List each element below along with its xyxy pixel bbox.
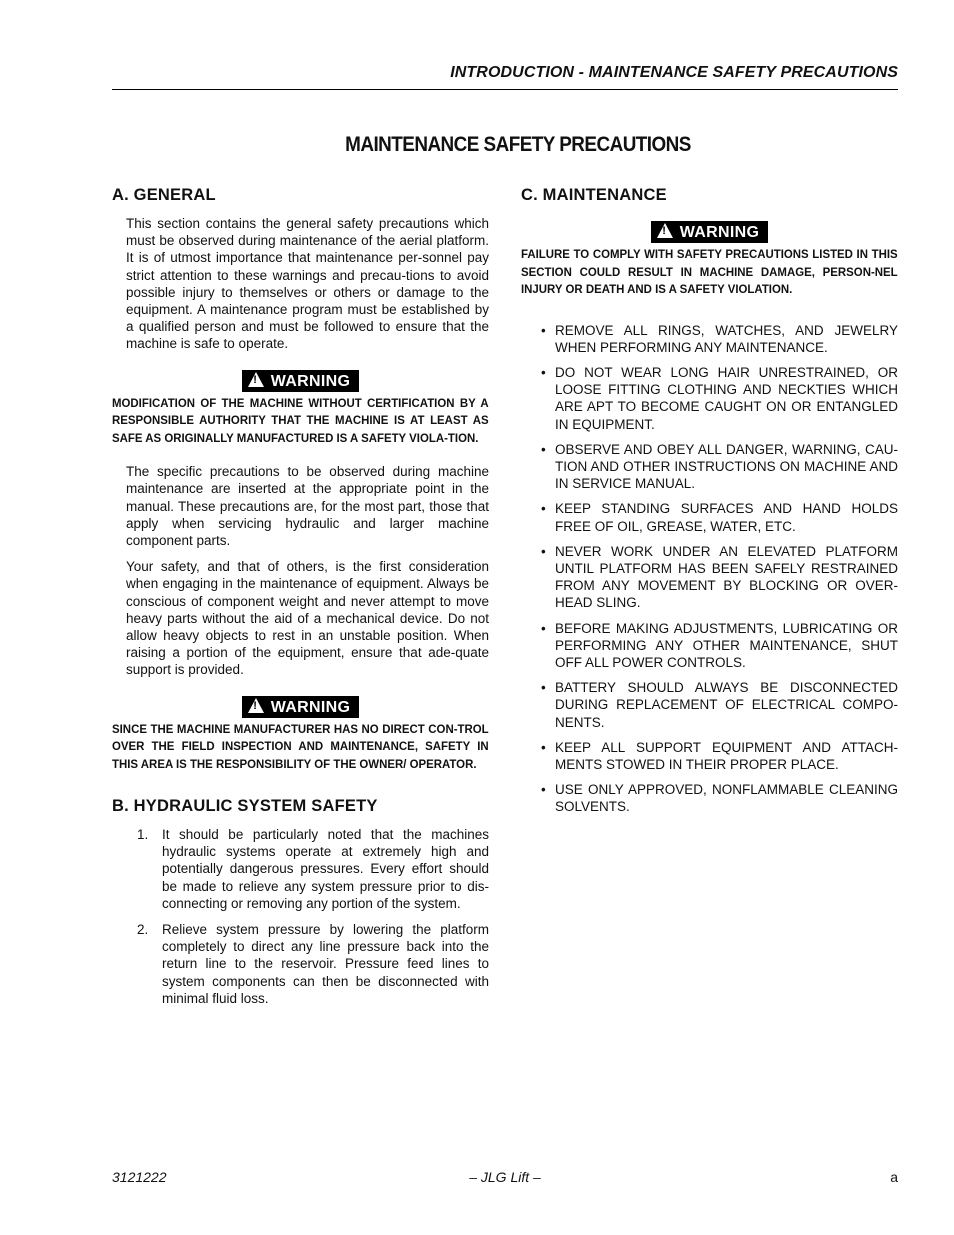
footer-center-text: – JLG Lift – <box>469 1169 541 1185</box>
list-item-text: It should be particularly noted that the machines hydraulic systems operate at extremely high and potentially dangerous pressures. Every effort should be made to relieve any system pressure prior to dis-connecting or removing any portion of the system. <box>162 827 489 911</box>
section-a-paragraph-3: Your safety, and that of others, is the first consideration when engaging in the maintenance of equipment. Always be conscious of component weight and never attempt to move heavy parts without the aid of a mechanical device. Do not allow heavy objects to rest in an unstable position. When raising a portion of the equipment, ensure that ade-quate support is provided. <box>126 559 489 678</box>
bullet-text: REMOVE ALL RINGS, WATCHES, AND JEWELRY WHEN PERFORMING ANY MAINTENANCE. <box>555 322 898 355</box>
bullet-text: BATTERY SHOULD ALWAYS BE DISCONNECTED DURING REPLACEMENT OF ELECTRICAL COMPO-NENTS. <box>555 680 898 730</box>
bullet-icon: • <box>541 441 546 457</box>
section-a-paragraph-1: This section contains the general safety precautions which must be observed during maintenance of the aerial platform. It is of utmost importance that maintenance per-sonnel pay strict attention to these warnings and precau-tions to avoid possible injury to themselves or others or damage to the equipment. A maintenance program must be established by a qualified person and must be followed to ensure that the machine is safe to operate. <box>126 216 489 352</box>
warning-triangle-icon <box>657 223 673 238</box>
left-column <box>112 186 489 1007</box>
warning-triangle-icon <box>248 372 264 387</box>
section-a-heading: A. GENERAL <box>112 186 216 204</box>
bullet-icon: • <box>541 501 546 517</box>
footer-doc-number: 3121222 <box>112 1169 167 1185</box>
bullet-text: OBSERVE AND OBEY ALL DANGER, WARNING, CAU-TION AND OTHER INSTRUCTIONS ON MACHINE AND IN SERVICE MANUAL. <box>555 441 898 492</box>
list-item <box>521 322 898 356</box>
warning-label: WARNING <box>270 372 351 390</box>
list-item <box>521 364 898 433</box>
list-item-number: 1. <box>137 827 149 843</box>
list-item <box>521 781 898 815</box>
bullet-text: BEFORE MAKING ADJUSTMENTS, LUBRICATING OR PERFORMING ANY OTHER MAINTENANCE, SHUT OFF ALL POWER CONTROLS. <box>555 620 898 670</box>
warning-label: WARNING <box>679 224 760 241</box>
bullet-icon: • <box>541 782 546 798</box>
header-rule <box>112 89 898 90</box>
list-item <box>521 620 898 672</box>
warning-banner-2 <box>112 696 489 718</box>
warning-banner-3 <box>521 221 898 243</box>
bullet-text: DO NOT WEAR LONG HAIR UNRESTRAINED, OR LOOSE FITTING CLOTHING AND NECKTIES WHICH ARE APT TO BECOME CAUGHT ON OR ENTANGLED IN EQUIPMENT. <box>555 364 898 432</box>
page-title: MAINTENANCE SAFETY PRECAUTIONS <box>345 133 691 156</box>
list-item <box>521 739 898 773</box>
bullet-icon: • <box>541 322 546 338</box>
hydraulic-safety-list <box>112 826 489 1007</box>
section-b-heading: B. HYDRAULIC SYSTEM SAFETY <box>112 797 378 816</box>
running-header: INTRODUCTION - MAINTENANCE SAFETY PRECAUTIONS <box>450 64 898 81</box>
bullet-text: KEEP ALL SUPPORT EQUIPMENT AND ATTACH-MENTS STOWED IN THEIR PROPER PLACE. <box>555 739 898 772</box>
bullet-text: NEVER WORK UNDER AN ELEVATED PLATFORM UNTIL PLATFORM HAS BEEN SAFELY RESTRAINED FROM ANY MOVEMENT BY BLOCKING OR OVER-HEAD SLING. <box>555 543 898 611</box>
bullet-icon: • <box>541 680 546 696</box>
list-item-number: 2. <box>137 922 149 938</box>
warning-1-text: MODIFICATION OF THE MACHINE WITHOUT CERTIFICATION BY A RESPONSIBLE AUTHORITY THAT THE MACHINE IS AT LEAST AS SAFE AS ORIGINALLY MANUFACTURED IS A SAFETY VIOLA-TION. <box>112 395 489 445</box>
warning-2-text: SINCE THE MACHINE MANUFACTURER HAS NO DIRECT CON-TROL OVER THE FIELD INSPECTION AND MAINTENANCE, SAFETY IN THIS AREA IS THE RESPONSIBILITY OF THE OWNER/ OPERATOR. <box>112 721 489 771</box>
right-column <box>521 186 898 816</box>
bullet-icon: • <box>541 364 546 380</box>
warning-label: WARNING <box>270 698 351 716</box>
warning-3-text: FAILURE TO COMPLY WITH SAFETY PRECAUTIONS LISTED IN THIS SECTION COULD RESULT IN MACHINE DAMAGE, PERSON-NEL INJURY OR DEATH AND IS A SAFETY VIOLATION. <box>521 247 898 296</box>
bullet-icon: • <box>541 739 546 755</box>
bullet-text: USE ONLY APPROVED, NONFLAMMABLE CLEANING SOLVENTS. <box>555 782 898 815</box>
bullet-icon: • <box>541 620 546 636</box>
section-a-paragraph-2: The specific precautions to be observed during machine maintenance are inserted at the appropriate point in the manual. These precautions are, for the most part, those that apply when servicing hydraulic and larger machine component parts. <box>126 464 489 548</box>
footer-page-number: a <box>890 1169 898 1185</box>
list-item <box>521 679 898 731</box>
warning-triangle-icon <box>248 698 264 713</box>
list-item <box>521 543 898 612</box>
bullet-icon: • <box>541 543 546 559</box>
section-c-heading: C. MAINTENANCE <box>521 186 667 204</box>
bullet-text: KEEP STANDING SURFACES AND HAND HOLDS FREE OF OIL, GREASE, WATER, ETC. <box>555 501 898 534</box>
list-item <box>521 500 898 534</box>
list-item-text: Relieve system pressure by lowering the platform completely to direct any line pressure back into the return line to the reservoir. Pressure feed lines to system components can then be disconnected with minimal fluid loss. <box>162 922 489 1006</box>
list-item <box>521 441 898 493</box>
warning-banner-1 <box>112 370 489 392</box>
list-item <box>112 826 489 912</box>
list-item <box>112 921 489 1007</box>
maintenance-bullet-list <box>521 322 898 816</box>
